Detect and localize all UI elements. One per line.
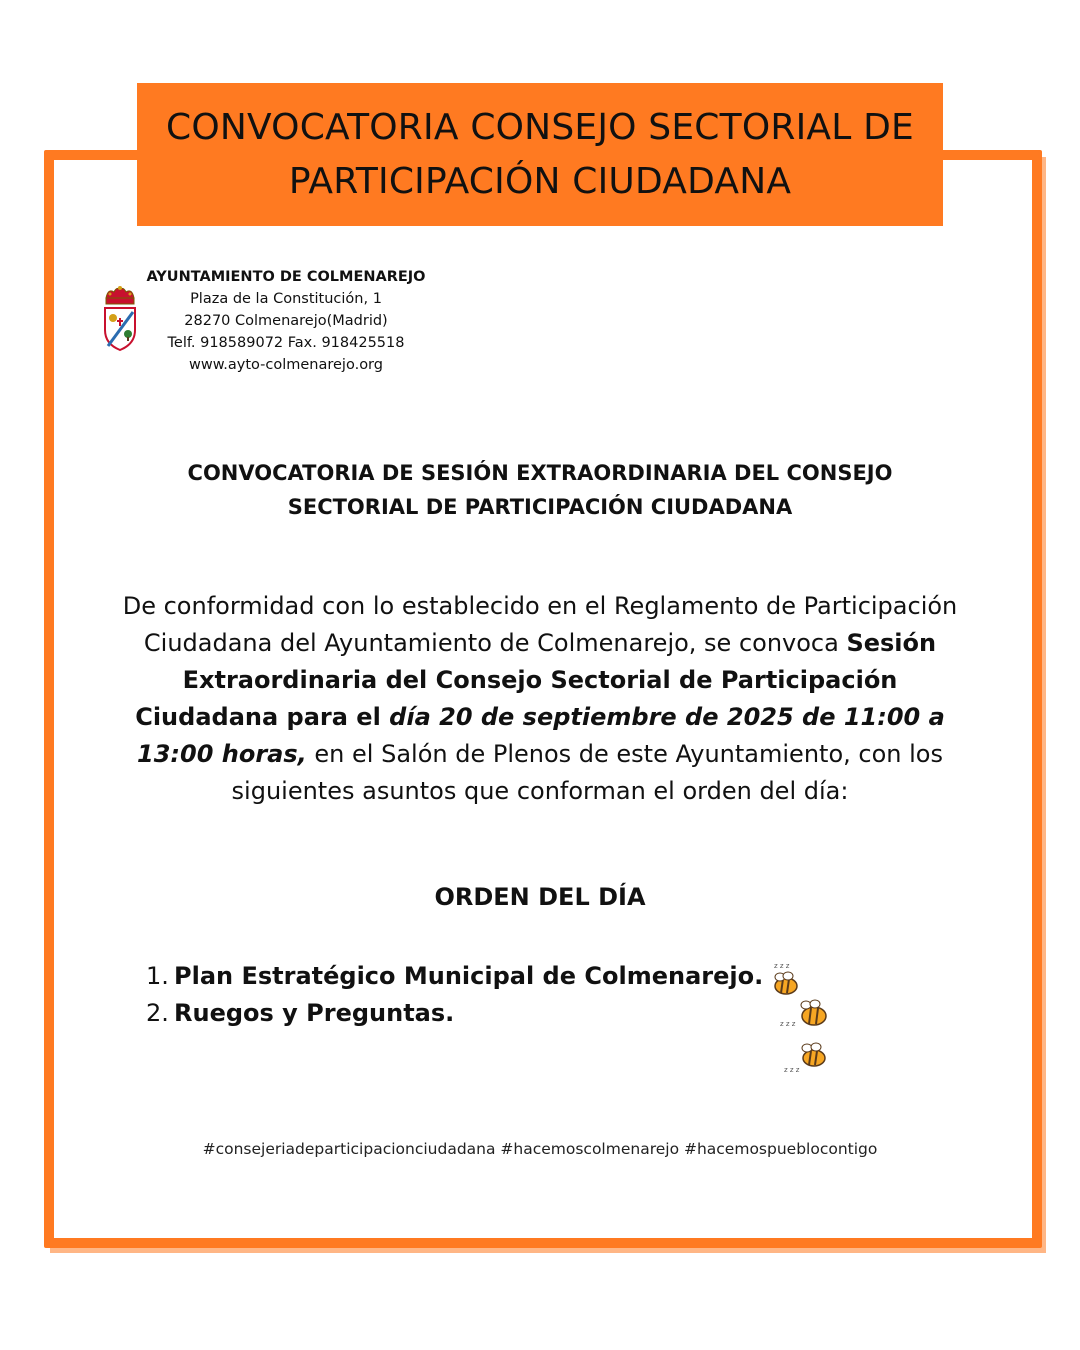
banner-title: CONVOCATORIA CONSEJO SECTORIAL DE PARTICIPACIÓN CIUDADANA [165, 106, 914, 202]
address-block [136, 266, 436, 376]
item-label: Ruegos y Preguntas. [174, 999, 455, 1027]
svg-text:z z z: z z z [780, 1020, 796, 1028]
bee-icon [780, 1000, 826, 1028]
bee-icon [784, 1043, 825, 1074]
svg-text:z z z: z z z [774, 962, 790, 970]
hashtags: #consejeriadeparticipacionciudadana #hacemoscolmenarejo #hacemospueblocontigo [202, 1140, 878, 1158]
website: www.ayto-colmenarejo.org [189, 357, 383, 373]
title-banner [137, 83, 943, 226]
list-item [146, 958, 763, 995]
agenda-heading: ORDEN DEL DÍA [434, 883, 646, 911]
session-subtitle: CONVOCATORIA DE SESIÓN EXTRAORDINARIA DEL CONSEJO SECTORIAL DE PARTICIPACIÓN CIUDADANA [187, 461, 893, 519]
letterhead [100, 266, 440, 376]
paragraph-date: día 20 de septiembre de 2025 de 11:00 a 13:00 horas, [137, 703, 945, 768]
org-name: AYUNTAMIENTO DE COLMENAREJO [146, 269, 426, 285]
city-address: 28270 Colmenarejo(Madrid) [184, 313, 388, 329]
municipal-crest-icon [100, 284, 140, 354]
list-item [146, 995, 763, 1032]
phone-fax: Telf. 918589072 Fax. 918425518 [167, 335, 405, 351]
sleeping-bees-icon [766, 960, 836, 1076]
item-number: 2. [146, 999, 169, 1027]
item-label: Plan Estratégico Municipal de Colmenarejo. [174, 962, 764, 990]
paragraph-bold: Sesión Extraordinaria del Consejo Sectorial de Participación Ciudadana para el [135, 629, 937, 731]
svg-text:z z z: z z z [784, 1066, 800, 1074]
street-address: Plaza de la Constitución, 1 [190, 291, 382, 307]
convocation-paragraph [120, 588, 960, 810]
bee-icon [774, 962, 797, 994]
paragraph-outro: en el Salón de Plenos de este Ayuntamiento, con los siguientes asuntos que conforman el orden del día: [231, 740, 943, 805]
agenda-list [146, 958, 763, 1032]
item-number: 1. [146, 962, 169, 990]
paragraph-intro: De conformidad con lo establecido en el Reglamento de Participación Ciudadana del Ayuntamiento de Colmenarejo, se convoca [122, 592, 958, 657]
